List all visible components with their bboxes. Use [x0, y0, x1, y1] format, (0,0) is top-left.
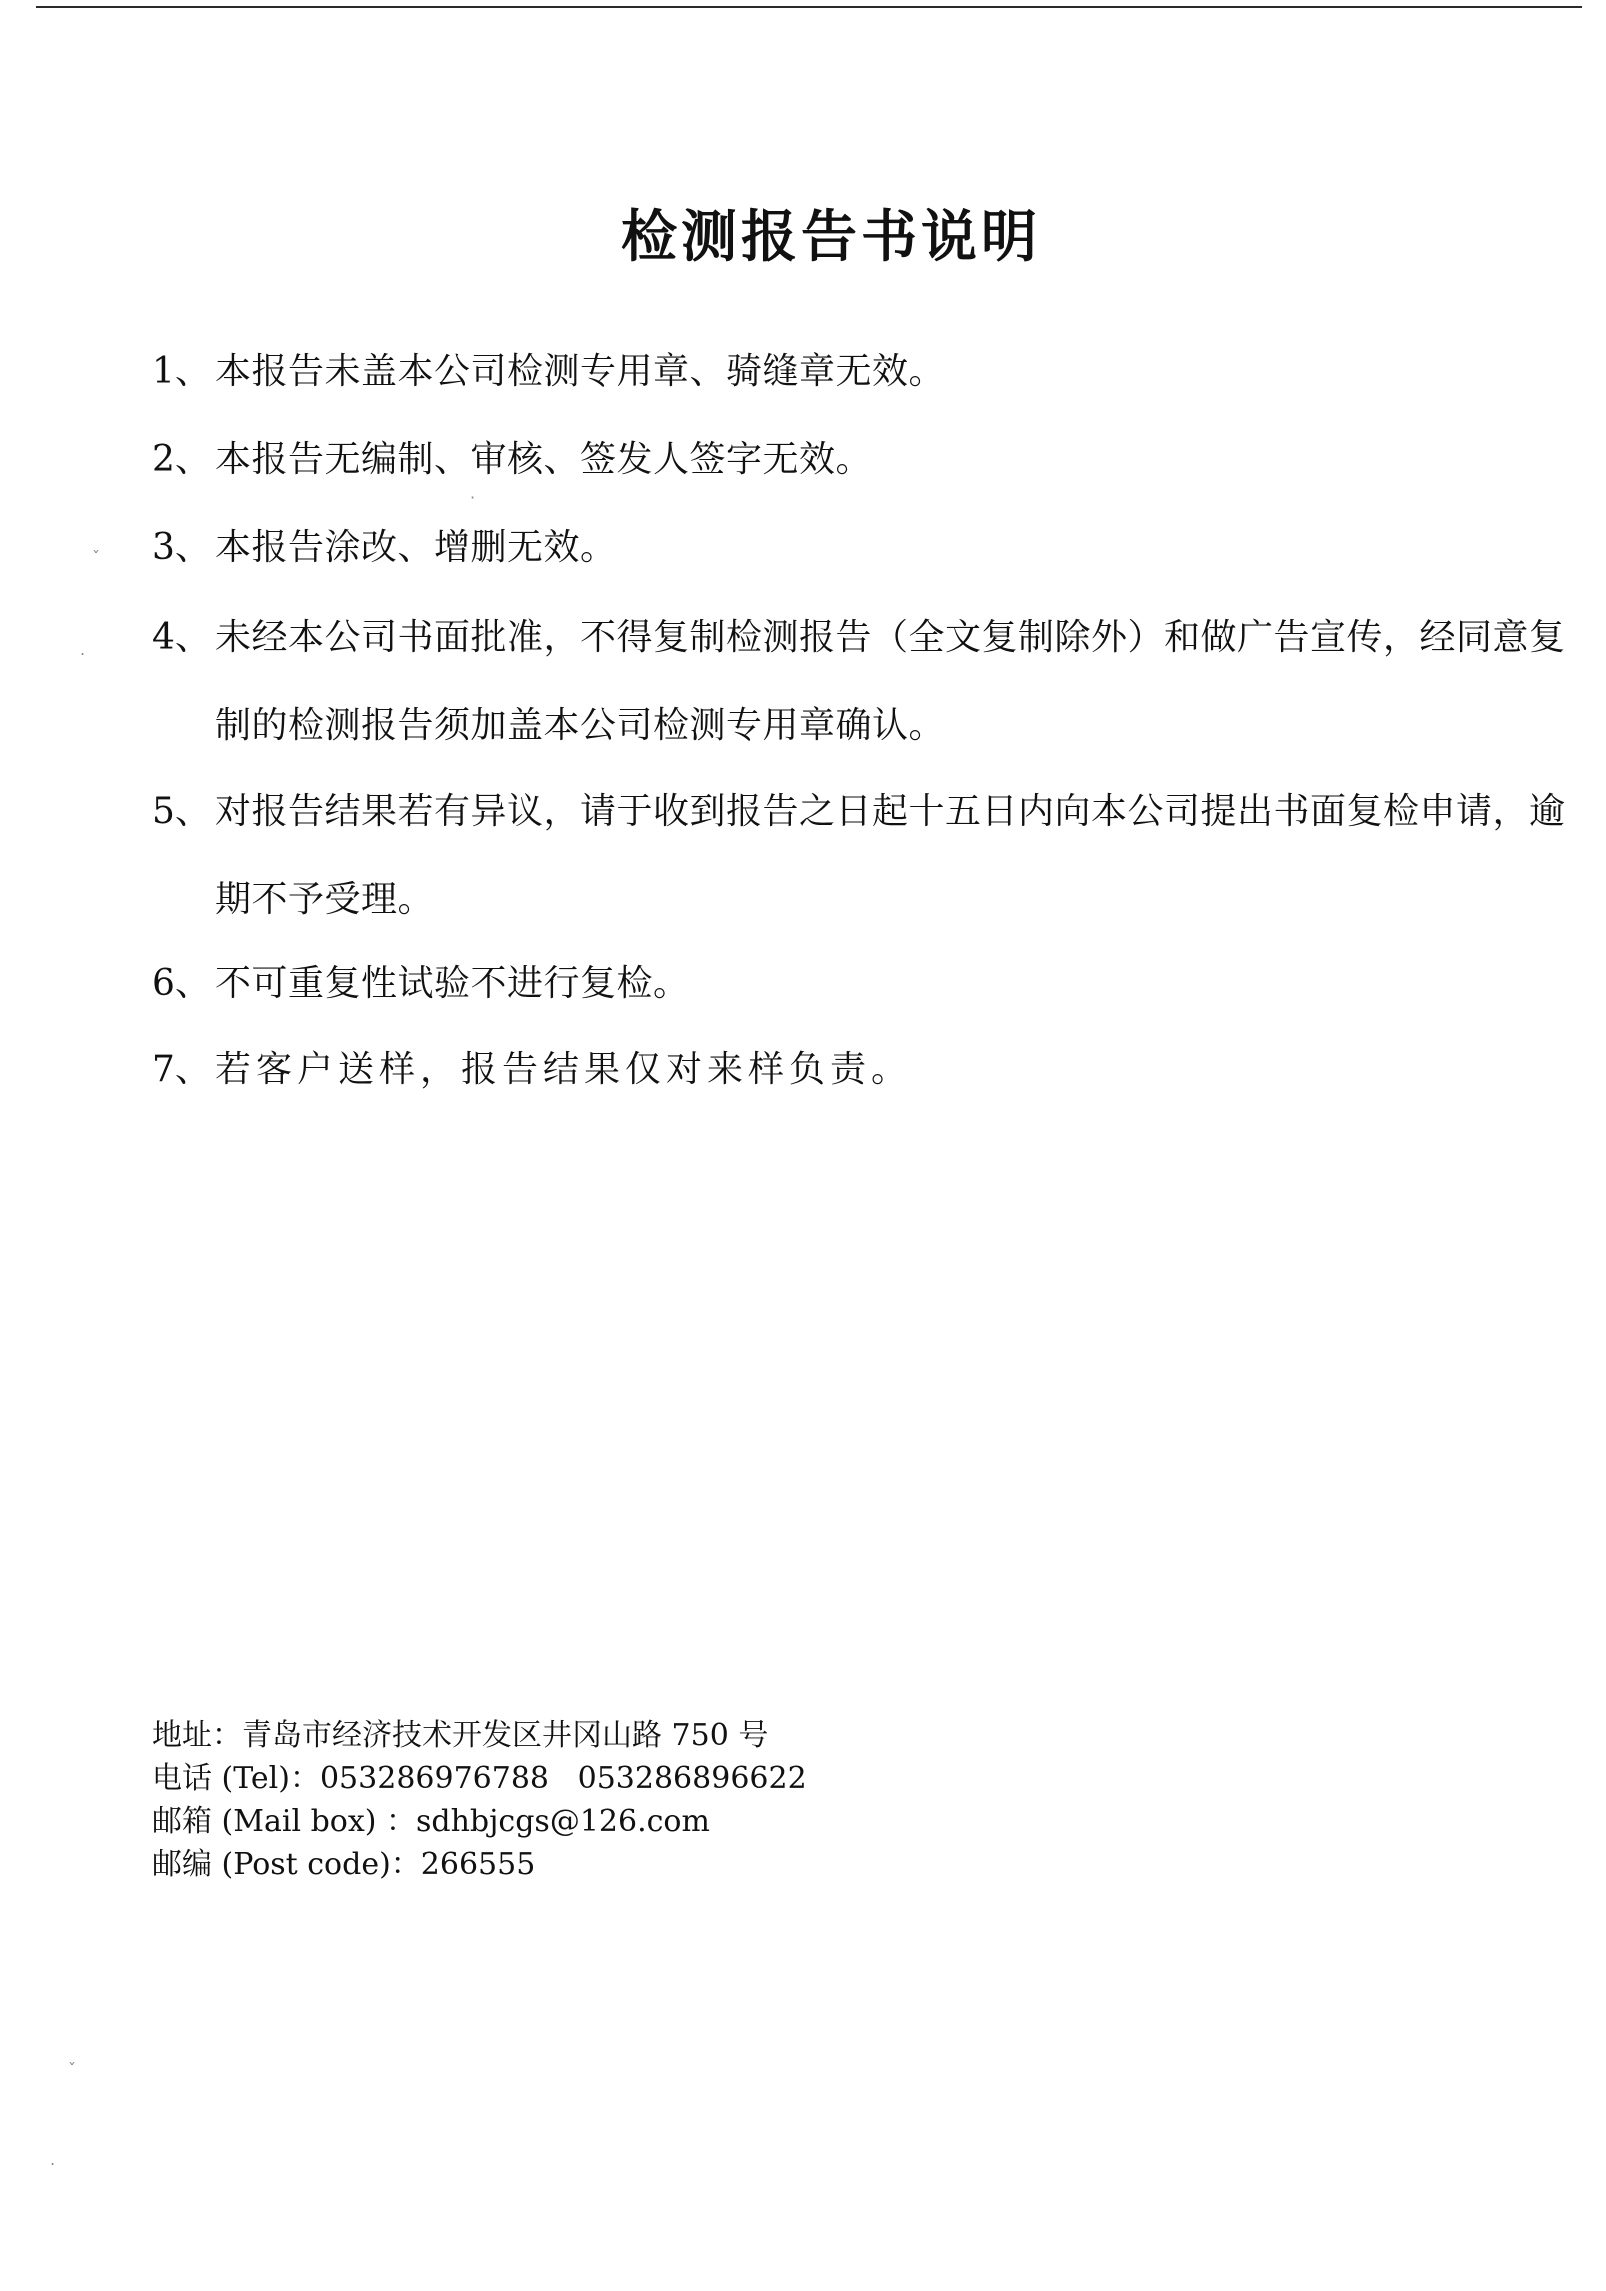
- note-text: 本报告无编制、审核、签发人签字无效。: [215, 439, 873, 480]
- note-text: 对报告结果若有异议，请于收到报告之日起十五日内向本公司提出书面复检申请，逾期不予受理。: [215, 791, 1566, 920]
- note-item-6: [152, 940, 1572, 1028]
- note-number: 2、: [152, 439, 211, 480]
- phone-line: 电话 (Tel)：053286976788 053286896622: [152, 1761, 807, 1796]
- scan-speck: .: [50, 2150, 56, 2169]
- page-title: 检测报告书说明: [621, 204, 1041, 270]
- note-number: 3、: [152, 527, 211, 568]
- note-number: 7、: [152, 1049, 211, 1090]
- note-number: 1、: [152, 351, 211, 392]
- note-number: 4、: [152, 617, 211, 658]
- note-item-5: [152, 768, 1572, 944]
- email-line: 邮箱 (Mail box) ：sdhbjcgs@126.com: [152, 1804, 710, 1839]
- note-text: 未经本公司书面批准，不得复制检测报告（全文复制除外）和做广告宣传，经同意复制的检测报告须加盖本公司检测专用章确认。: [215, 617, 1566, 746]
- contact-info: [152, 1714, 807, 1886]
- note-item-1: [152, 328, 1572, 416]
- note-item-7: [152, 1026, 1572, 1114]
- note-item-3: [152, 504, 1572, 592]
- address-line: 地址：青岛市经济技术开发区井冈山路 750 号: [152, 1718, 769, 1753]
- note-text: 本报告涂改、增删无效。: [215, 527, 617, 568]
- note-text: 不可重复性试验不进行复检。: [215, 963, 690, 1004]
- scan-speck: .: [80, 640, 86, 659]
- note-text: 本报告未盖本公司检测专用章、骑缝章无效。: [215, 351, 946, 392]
- note-item-2: [152, 416, 1572, 504]
- note-number: 5、: [152, 791, 211, 832]
- scan-speck: ·: [470, 488, 476, 507]
- note-number: 6、: [152, 963, 211, 1004]
- note-text: 若客户送样，报告结果仅对来样负责。: [215, 1049, 913, 1090]
- note-item-4: [152, 594, 1572, 770]
- postcode-line: 邮编 (Post code)：266555: [152, 1847, 536, 1882]
- scan-speck: ˇ: [68, 2060, 76, 2079]
- scan-speck: ˇ: [92, 548, 100, 567]
